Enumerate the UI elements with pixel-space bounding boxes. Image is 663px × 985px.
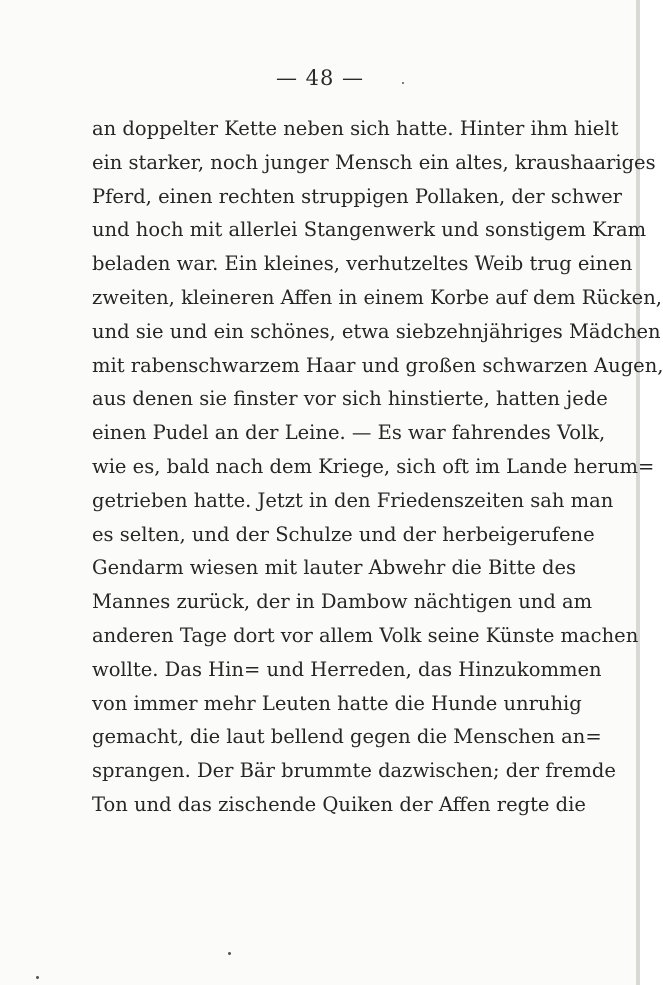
paper-speck [36, 976, 39, 979]
text-line: an doppelter Kette neben sich hatte. Hinter ihm hielt [92, 117, 619, 140]
text-line: anderen Tage dort vor allem Volk seine Künste machen [92, 623, 639, 647]
text-line: Ton und das zischende Quiken der Affen regte die [92, 792, 586, 816]
body-text [92, 112, 663, 822]
text-line: aus denen sie finster vor sich hinstierte, hatten jede [92, 387, 608, 411]
text-line: getrieben hatte. Jetzt in den Friedenszeiten sah man [92, 488, 614, 512]
paper-speck [228, 952, 231, 955]
text-line: mit rabenschwarzem Haar und großen schwarzen Augen, [92, 353, 663, 377]
text-line: wie es, bald nach dem Kriege, sich oft im Lande herum= [92, 454, 655, 478]
text-line: ein starker, noch junger Mensch ein altes, kraushaariges [92, 150, 656, 174]
text-line: Pferd, einen rechten struppigen Pollaken, der schwer [92, 184, 622, 208]
text-line: es selten, und der Schulze und der herbeigerufene [92, 522, 595, 546]
page-number: — 48 — [275, 66, 365, 90]
text-line: Mannes zurück, der in Dambow nächtigen und am [92, 590, 593, 614]
text-line: von immer mehr Leuten hatte die Hunde unruhig [92, 691, 582, 715]
text-line: gemacht, die laut bellend gegen die Menschen an= [92, 725, 602, 749]
text-line: wollte. Das Hin= und Herreden, das Hinzukommen [92, 657, 602, 681]
text-line: einen Pudel an der Leine. — Es war fahrendes Volk, [92, 421, 606, 445]
text-line: beladen war. Ein kleines, verhutzeltes Weib trug einen [92, 252, 633, 276]
text-line: zweiten, kleineren Affen in einem Korbe auf dem Rücken, [92, 285, 662, 309]
text-line: Gendarm wiesen mit lauter Abwehr die Bitte des [92, 556, 576, 580]
text-line: und hoch mit allerlei Stangenwerk und sonstigem Kram [92, 218, 647, 242]
paper-speck [402, 82, 404, 84]
text-line: sprangen. Der Bär brummte dazwischen; der fremde [92, 759, 616, 783]
text-line: und sie und ein schönes, etwa siebzehnjähriges Mädchen [92, 319, 661, 343]
